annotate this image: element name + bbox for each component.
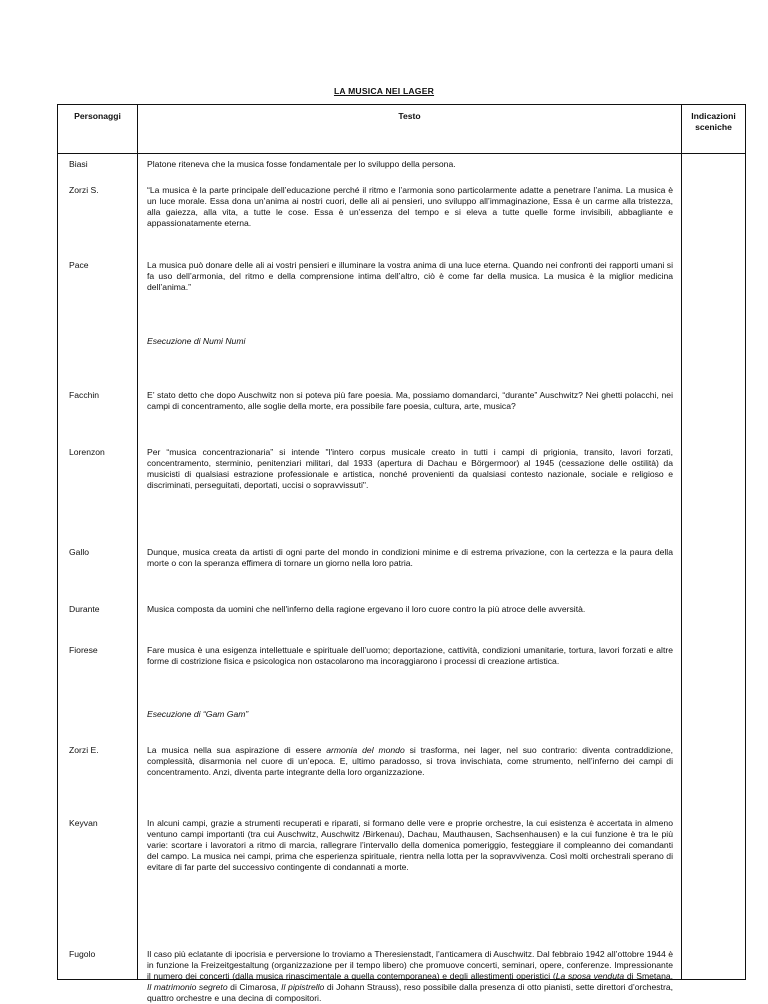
line-text: “La musica è la parte principale dell’educazione perché il ritmo e l’armonia sono particolarmente adatte a penetrare l’anima. La musica è un luce morale. Essa dona un’anima ai nostri cuori, delle ali ai pensieri, uno sviluppo all’immaginazione, Essa è un carme alla tristezza, alla gaiezza, alla vita, a tutte le cose. Essa è un’essenza del tempo e si eleva a tutte quelle forme invisibili, abbagliante e appassionatamente eterna. — [147, 185, 673, 228]
line-text: In alcuni campi, grazie a strumenti recuperati e riparati, si formano delle vere e proprie orchestre, la cui esistenza è accertata in almeno ventuno campi importanti (tra cui Auschwitz, Auschwitz /Birkenau), Dachau, Mauthausen, Sachsenhausen) e la cui funzione è tra le più varie: scortare i lavoratori a ritmo di marcia, rallegrare l’intervallo della domenica pomeriggio, festeggiare il compleanno dei comandanti del campo. La musica nei campi, prima che esperienza spirituale, rientra nella lotta per la sopravvivenza. Così molti orchestrali sperano di evitare di far parte del successivo contingente di condannati a morte. — [147, 818, 673, 872]
text-segment: di Cimarosa, — [227, 982, 282, 992]
speaker-name: Zorzi E. — [69, 745, 99, 755]
line-text: E’ stato detto che dopo Auschwitz non si poteva più fare poesia. Ma, possiamo domandarci, “durante” Auschwitz? Nei ghetti polacchi, nei campi di concentramento, alle soglie della morte, era possibile fare poesia, cultura, arte, musica? — [147, 390, 673, 411]
line-text: Fare musica è una esigenza intellettuale e spirituale dell’uomo; deportazione, cattività, condizioni umanitarie, tortura, lavori forzati e altre forme di costrizione fisica e psicologica non ostacolarono ma incoraggiarono i processi di creazione artistica. — [147, 645, 673, 666]
speaker-name: Biasi — [69, 159, 88, 169]
line-text: La musica può donare delle ali ai vostri pensieri e illuminare la vostra anima di una luce eterna. Quando nei confronti dei rapporti umani si fa uso dell’armonia, del ritmo e della comprensione intima dell’altro, ciò è come far della musica. La musica è la miglior medicina dell’anima.” — [147, 260, 673, 292]
script-table — [57, 104, 746, 1003]
line-text — [147, 745, 673, 778]
names-column — [58, 154, 138, 980]
speaker-name: Pace — [69, 260, 89, 270]
indicazioni-column — [682, 154, 746, 980]
text-segment: Il caso più eclatante di ipocrisia e perversione lo troviamo a Theresienstadt, l’anticamera di Auschwitz. Dal febbraio 1942 all’ottobre 1944 è in funzione la Freizeitgestaltung (organizzazione per il tempo libero) che promuove concerti, seminari, opere, conferenze. Impressionante il numero dei concerti (dalla musica rinascimentale a quella contemporanea) e degli allestimenti operistici ( — [147, 949, 673, 981]
text-segment: La musica nella sua aspirazione di essere — [147, 745, 327, 755]
document-title: LA MUSICA NEI LAGER — [333, 86, 435, 96]
speaker-name: Durante — [69, 604, 100, 614]
text-segment: di Johann Strauss), reso possibile dalla presenza di otto pianisti, sette direttori d’orchestra, quattro orchestre e una decina di compositori. — [147, 982, 673, 1003]
text-segment: si trasforma, nei lager, nel suo contrario: diventa contraddizione, complessità, disarmonia nel cuore di un’epoca. E, ultimo paradosso, si trova invischiata, come strumento, nell’inferno dei campi di concentramento. Anzi, diventa parte integrante della loro organizzazione. — [147, 745, 673, 777]
speaker-name: Lorenzon — [69, 447, 105, 457]
opera-title: Il pipistrello — [281, 982, 325, 992]
speaker-name: Fiorese — [69, 645, 98, 655]
header-personaggi: Personaggi — [58, 105, 138, 154]
italic-phrase: armonia del mondo — [326, 745, 405, 755]
text-segment: di Smetana, — [624, 971, 674, 981]
header-indicazioni: Indicazioni sceniche — [682, 105, 746, 154]
speaker-name: Zorzi S. — [69, 185, 99, 195]
header-testo: Testo — [138, 105, 682, 154]
speaker-name: Gallo — [69, 547, 90, 557]
speaker-name: Fugolo — [69, 949, 96, 959]
table-header-row — [58, 105, 746, 154]
line-text: Per “musica concentrazionaria” si intende "l'intero corpus musicale creato in tutti i campi di prigionia, transito, lavori forzati, concentramento, sterminio, penitenziari militari, dal 1933 (apertura di Dachau e Börgermoor) al 1945 (cessazione delle ostilità) da musicisti di qualsiasi estrazione professionale e artistica, nonché provenienti da qualsiasi contesto nazionale, sociale e religioso e discriminati, perseguitati, deportati, uccisi o sopravvissuti". — [147, 447, 673, 490]
line-text: Platone riteneva che la musica fosse fondamentale per lo sviluppo della persona. — [147, 159, 456, 169]
opera-title: La sposa venduta — [555, 971, 625, 981]
table-body-row — [58, 154, 746, 980]
line-text: Musica composta da uomini che nell'inferno della ragione ergevano il loro cuore contro la più atroce delle avversità. — [147, 604, 586, 614]
line-text: Dunque, musica creata da artisti di ogni parte del mondo in condizioni minime e di estrema privazione, con la certezza e la paura della morte o con la speranza effimera di tornare un giorno nella loro patria. — [147, 547, 673, 568]
speaker-name: Facchin — [69, 390, 100, 400]
stage-direction: Esecuzione di Numi Numi — [147, 336, 246, 346]
speaker-name: Keyvan — [69, 818, 98, 828]
text-column — [138, 154, 682, 1003]
line-text — [147, 949, 673, 1004]
opera-title: Il matrimonio segreto — [147, 982, 228, 992]
stage-direction: Esecuzione di “Gam Gam” — [147, 709, 249, 719]
